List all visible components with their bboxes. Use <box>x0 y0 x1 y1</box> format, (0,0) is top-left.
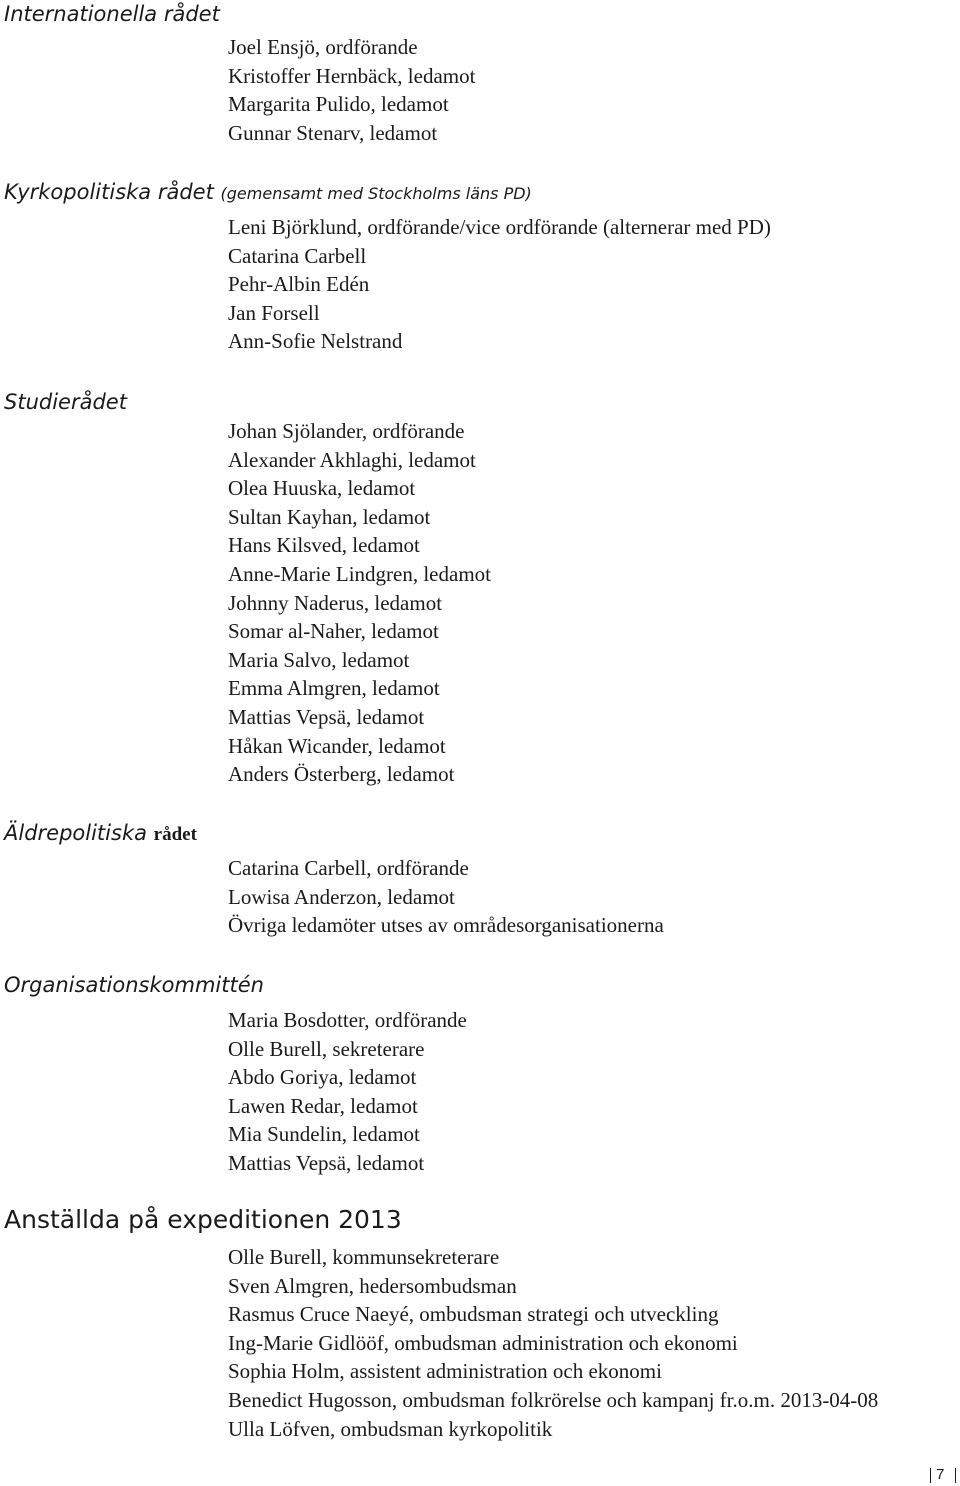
section-note: (gemensamt med Stockholms läns PD) <box>220 184 532 203</box>
list-item: Hans Kilsved, ledamot <box>228 533 420 558</box>
list-item: Margarita Pulido, ledamot <box>228 92 449 117</box>
list-item: Mia Sundelin, ledamot <box>228 1122 420 1147</box>
section-heading-internationella-radet: Internationella rådet <box>4 2 220 26</box>
list-item: Jan Forsell <box>228 300 320 325</box>
list-item: Lowisa Anderzon, ledamot <box>228 884 455 909</box>
page-number: 7 <box>936 1466 945 1483</box>
list-item: Maria Bosdotter, ordförande <box>228 1008 467 1032</box>
list-item: Mattias Vepsä, ledamot <box>228 704 425 729</box>
section-heading-aldrepolitiska-radet: Äldrepolitiska rådet <box>4 821 197 845</box>
list-item: Alexander Akhlaghi, ledamot <box>228 447 476 472</box>
list-item: Emma Almgren, ledamot <box>228 676 440 701</box>
list-item: Kristoffer Hernbäck, ledamot <box>228 63 476 88</box>
section-heading-organisationskommitten: Organisationskommittén <box>4 973 264 997</box>
list-item: Catarina Carbell, ordförande <box>228 856 469 880</box>
section-heading-studieradet: Studierådet <box>4 390 127 414</box>
member-list-internationella-radet <box>228 33 475 147</box>
list-item: Catarina Carbell <box>228 243 367 268</box>
list-item: Somar al-Naher, ledamot <box>228 619 439 644</box>
page-number-bar-left <box>930 1468 931 1483</box>
member-list-studieradet <box>228 417 491 789</box>
member-list-aldrepolitiska-radet <box>228 854 664 940</box>
list-item: Mattias Vepsä, ledamot <box>228 1150 425 1175</box>
list-item: Pehr-Albin Edén <box>228 272 370 297</box>
list-item: Anders Österberg, ledamot <box>228 762 455 787</box>
list-item: Ulla Löfven, ombudsman kyrkopolitik <box>228 1416 553 1441</box>
list-item: Johan Sjölander, ordförande <box>228 419 465 443</box>
list-item: Olea Huuska, ledamot <box>228 476 416 501</box>
section-heading-kyrkopolitiska-radet: Kyrkopolitiska rådet (gemensamt med Stockholms läns PD) <box>4 180 532 204</box>
list-item: Sultan Kayhan, ledamot <box>228 504 431 529</box>
list-item: Övriga ledamöter utses av områdesorganisationerna <box>228 913 664 938</box>
list-item: Rasmus Cruce Naeyé, ombudsman strategi och utveckling <box>228 1302 719 1327</box>
member-list-anstallda <box>228 1243 878 1443</box>
list-item: Olle Burell, sekreterare <box>228 1036 425 1061</box>
section-heading-anstallda: Anställda på expeditionen 2013 <box>4 1205 402 1234</box>
member-list-organisationskommitten <box>228 1006 467 1178</box>
page-number-bar-right <box>955 1468 956 1483</box>
list-item: Benedict Hugosson, ombudsman folkrörelse och kampanj fr.o.m. 2013-04-08 <box>228 1387 879 1412</box>
list-item: Joel Ensjö, ordförande <box>228 35 418 59</box>
list-item: Gunnar Stenarv, ledamot <box>228 120 438 145</box>
list-item: Ing-Marie Gidlööf, ombudsman administration och ekonomi <box>228 1330 738 1355</box>
list-item: Sven Almgren, hedersombudsman <box>228 1273 517 1298</box>
list-item: Abdo Goriya, ledamot <box>228 1065 417 1090</box>
list-item: Lawen Redar, ledamot <box>228 1093 418 1118</box>
list-item: Håkan Wicander, ledamot <box>228 733 446 758</box>
list-item: Ann-Sofie Nelstrand <box>228 329 403 354</box>
list-item: Anne-Marie Lindgren, ledamot <box>228 561 491 586</box>
list-item: Maria Salvo, ledamot <box>228 647 410 672</box>
list-item: Leni Björklund, ordförande/vice ordförande (alternerar med PD) <box>228 215 771 239</box>
member-list-kyrkopolitiska-radet <box>228 213 771 356</box>
list-item: Johnny Naderus, ledamot <box>228 590 443 615</box>
list-item: Sophia Holm, assistent administration och ekonomi <box>228 1359 662 1384</box>
list-item: Olle Burell, kommunsekreterare <box>228 1245 500 1269</box>
